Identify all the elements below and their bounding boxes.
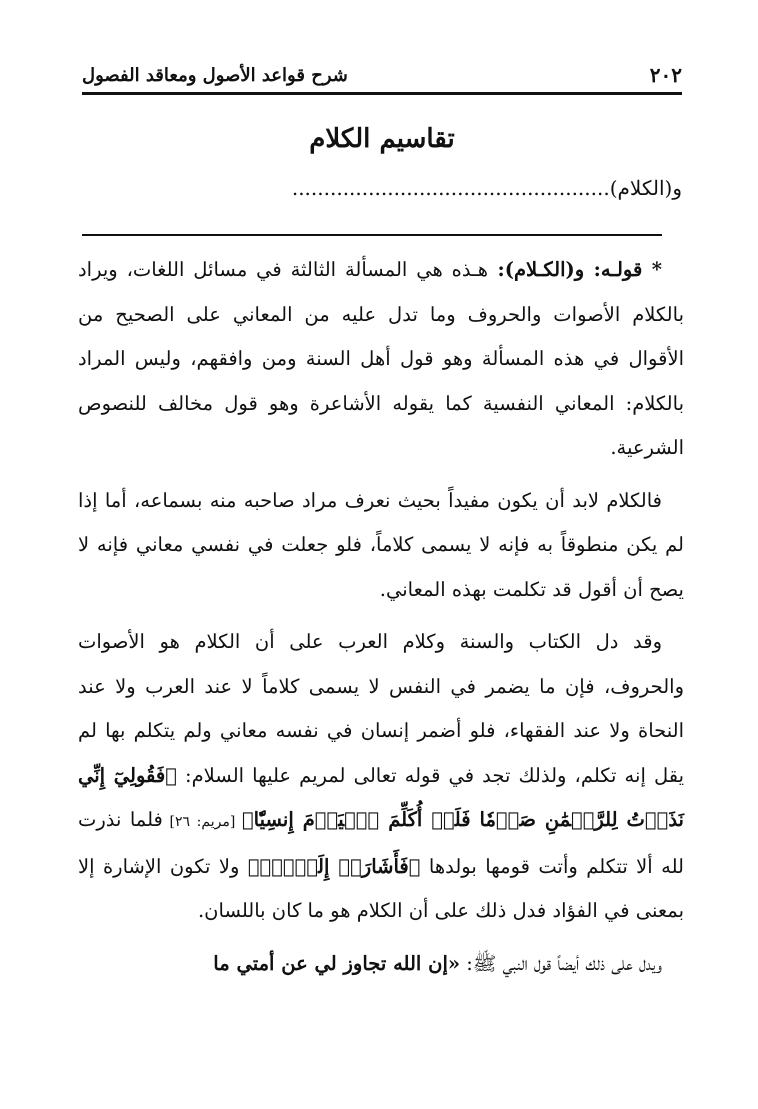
section-title: تقاسيم الكلام — [309, 124, 455, 154]
quran-verse: ﴿فَقُولِيٓ إِنِّي نَذَرۡتُ لِلرَّحۡمَٰنِ صَوۡمٗا فَلَنۡ أُكَلِّمَ ٱلۡيَوۡمَ إِنسِيّٗا﴾ — [78, 763, 684, 831]
paragraph-1-label: * قولـه: و(الكـلام): — [488, 258, 662, 281]
matn-text: و(الكلام).................................................. — [291, 176, 682, 200]
page-header — [82, 58, 682, 95]
paragraph-2: فالكلام لابد أن يكون مفيداً بحيث نعرف مراد صاحبه منه بسماعه، أما إذا لم يكن منطوقاً به فإنه لا يسمى كلاماً، فلو جعلت في نفسي معاني فإنه لا يصح أن أقول قد تكلمت بهذه المعاني. — [78, 488, 684, 601]
paragraph-1 — [78, 248, 684, 471]
paragraph-3 — [78, 620, 684, 934]
quran-verse-2: ﴿فَأَشَارَتۡ إِلَيۡهِۖ﴾ — [247, 854, 421, 878]
page-number: ٢٠٢ — [649, 63, 682, 87]
hadith-quote: «إن الله تجاوز لي عن أمتي ما — [213, 951, 461, 975]
paragraph-4-text: ويدل على ذلك أيضاً قول النبي ﷺ: — [460, 951, 662, 975]
commentary-body — [78, 248, 684, 986]
paragraph-3-after: فلما نذرت لله ألا تتكلم وأتت قومها بولدها — [78, 808, 684, 878]
paragraph-3-end: ولا تكون الإشارة إلا بمعنى في الفؤاد فدل ذلك على أن الكلام هو ما كان باللسان. — [78, 854, 684, 922]
paragraph-3-text: وقد دل الكتاب والسنة وكلام العرب على أن الكلام هو الأصوات والحروف، فإن ما يضمر في النفس لا يسمى كلاماً لا عند العرب ولا عند النحاة ولا عند الفقهاء، فلو أضمر إنسان في نفسه معاني ولم يتكلم بها لم يقل إنه تكلم، ولذلك تجد في قوله تعالى لمريم عليها السلام: — [78, 630, 685, 787]
paragraph-4 — [78, 942, 684, 987]
book-title: شرح قواعد الأصول ومعاقد الفصول — [82, 64, 348, 86]
paragraph-1-text: هـذه هي المسألة الثالثة في مسائل اللغات، ويراد بالكلام الأصوات والحروف وما تدل عليه من المعاني على الصحيح من الأقوال في هذه المسألة وهو قول أهل السنة ومن وافقهم، وليس المراد بالكلام: المعاني النفسية كما يقوله الأشاعرة وهو قول مخالف للنصوص الشرعية. — [78, 258, 684, 459]
divider — [82, 234, 662, 236]
verse-reference: [مريم: ٢٦] — [162, 814, 242, 830]
